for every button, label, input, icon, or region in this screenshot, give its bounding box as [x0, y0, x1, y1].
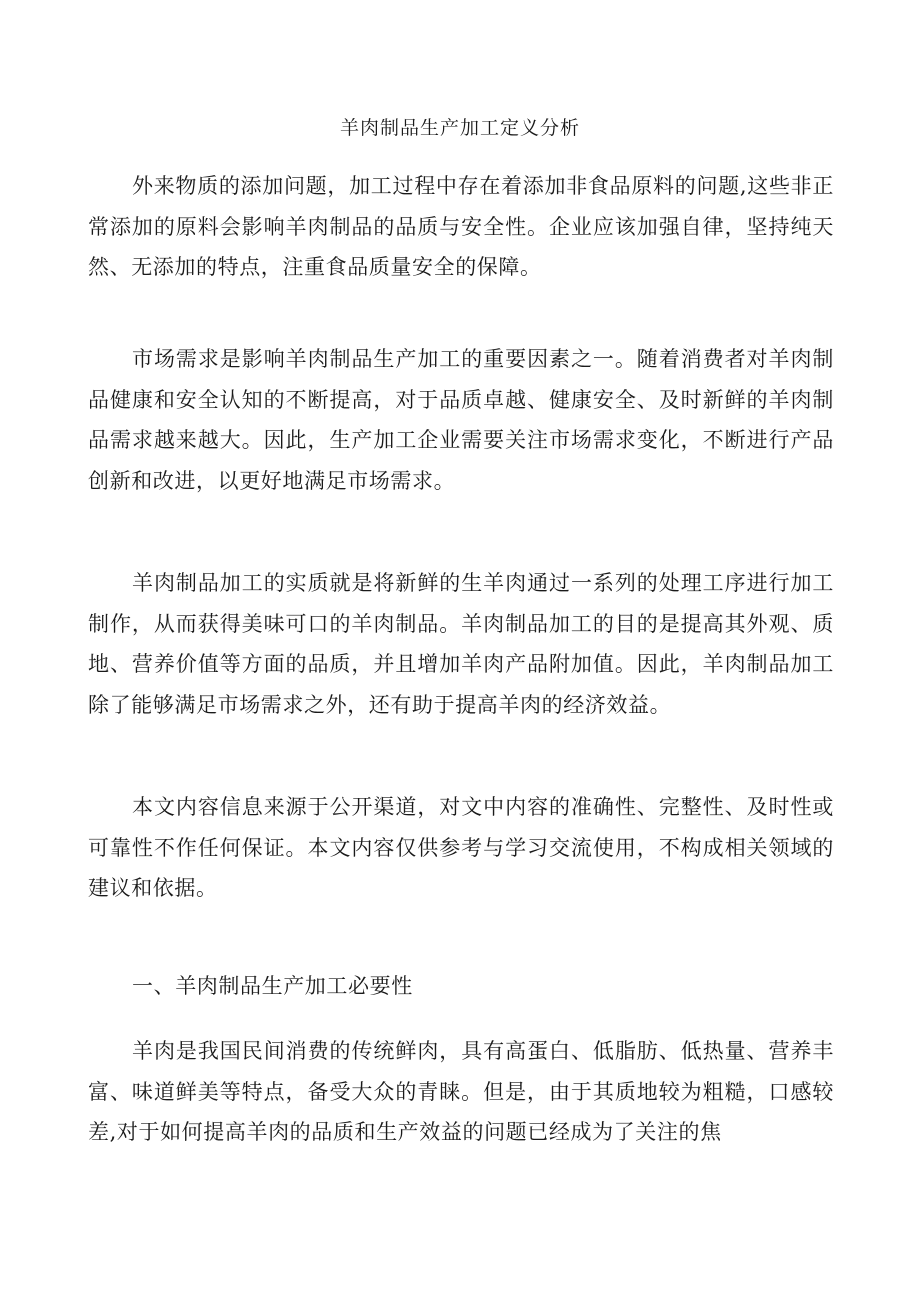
document-title: 羊肉制品生产加工定义分析: [339, 117, 580, 139]
paragraph-disclaimer: 本文内容信息来源于公开渠道，对文中内容的准确性、完整性、及时性或可靠性不作任何保证。本文内容仅供参考与学习交流使用，不构成相关领域的建议和依据。: [88, 795, 834, 900]
paragraph-market-demand: 市场需求是影响羊肉制品生产加工的重要因素之一。随着消费者对羊肉制品健康和安全认知的不断提高，对于品质卓越、健康安全、及时新鲜的羊肉制品需求越来越大。因此，生产加工企业需要关注市场需求变化，不断进行产品创新和改进，以更好地满足市场需求。: [88, 347, 834, 493]
paragraph-processing-essence: 羊肉制品加工的实质就是将新鲜的生羊肉通过一系列的处理工序进行加工制作，从而获得美味可口的羊肉制品。羊肉制品加工的目的是提高其外观、质地、营养价值等方面的品质，并且增加羊肉产品附加值。因此，羊肉制品加工除了能够满足市场需求之外，还有助于提高羊肉的经济效益。: [88, 571, 834, 717]
section-heading: 一、羊肉制品生产加工必要性: [132, 974, 413, 998]
paragraph-necessity: 羊肉是我国民间消费的传统鲜肉，具有高蛋白、低脂肪、低热量、营养丰富、味道鲜美等特点，备受大众的青睐。但是，由于其质地较为粗糙，口感较差,对于如何提高羊肉的品质和生产效益的问题已经成为了关注的焦: [88, 1039, 834, 1144]
paragraph-additives: 外来物质的添加问题，加工过程中存在着添加非食品原料的问题,这些非正常添加的原料会影响羊肉制品的品质与安全性。企业应该加强自律，坚持纯天然、无添加的特点，注重食品质量安全的保障。: [88, 174, 834, 279]
